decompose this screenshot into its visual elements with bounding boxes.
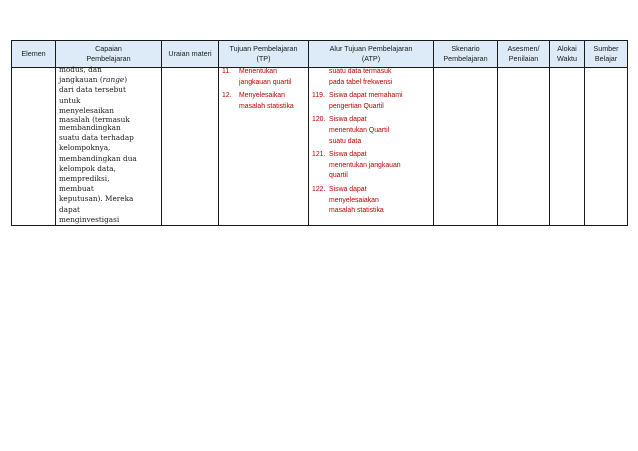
header-uraian: Uraian materi [162, 41, 219, 68]
cell-capaian [56, 65, 162, 226]
tp-item: 12. Menyelesaikan masalah statistika [222, 92, 294, 110]
cell-atp [309, 68, 434, 226]
tp-list [219, 67, 308, 112]
header-row [12, 41, 628, 68]
header-alokasi: Alokai Waktu [550, 41, 585, 68]
cell-sumber [585, 68, 628, 226]
atp-item: 120. Siswa dapat menentukan Quartil suatu data [312, 116, 390, 145]
header-tp: Tujuan Pembelajaran (TP) [219, 41, 309, 68]
content-row [12, 68, 628, 226]
cell-tp [219, 68, 309, 226]
cell-skenario [434, 68, 498, 226]
atp-item: 119. Siswa dapat memahami pengertian Quartil [312, 92, 403, 110]
header-skenario: Skenario Pembelajaran [434, 41, 498, 68]
header-capaian: Capaian Pembelajaran [56, 41, 162, 68]
tp-item: 11. Menentukan jangkauan quartil [222, 68, 292, 86]
rpp-table [11, 40, 628, 226]
header-sumber: Sumber Belajar [585, 41, 628, 68]
cell-alokasi [550, 68, 585, 226]
atp-item: 122. Siswa dapat menyelesaiakan masalah statistika [312, 185, 384, 215]
cell-elemen [12, 68, 56, 226]
header-asesmen: Asesmen/ Penilaian [498, 41, 550, 68]
atp-continuation: suatu data termasuk pada tabel frekwensi [329, 68, 393, 86]
cell-uraian [162, 68, 219, 226]
header-atp: Alur Tujuan Pembelajaran (ATP) [309, 41, 434, 68]
atp-item: 121. Siswa dapat menentukan jangkauan quartil [312, 151, 401, 180]
capaian-text: modus, dan jangkauan (range) dari data tersebut untuk menyelesaikan masalah (termasuk membandingkan suatu data terhadap kelompoknya, membandingkan dua kelompok data, memprediksi, membuat keputusan). Mereka dapat menginvestigasi [59, 65, 137, 224]
cell-asesmen [498, 68, 550, 226]
header-elemen: Elemen [12, 41, 56, 68]
atp-list [309, 67, 433, 217]
